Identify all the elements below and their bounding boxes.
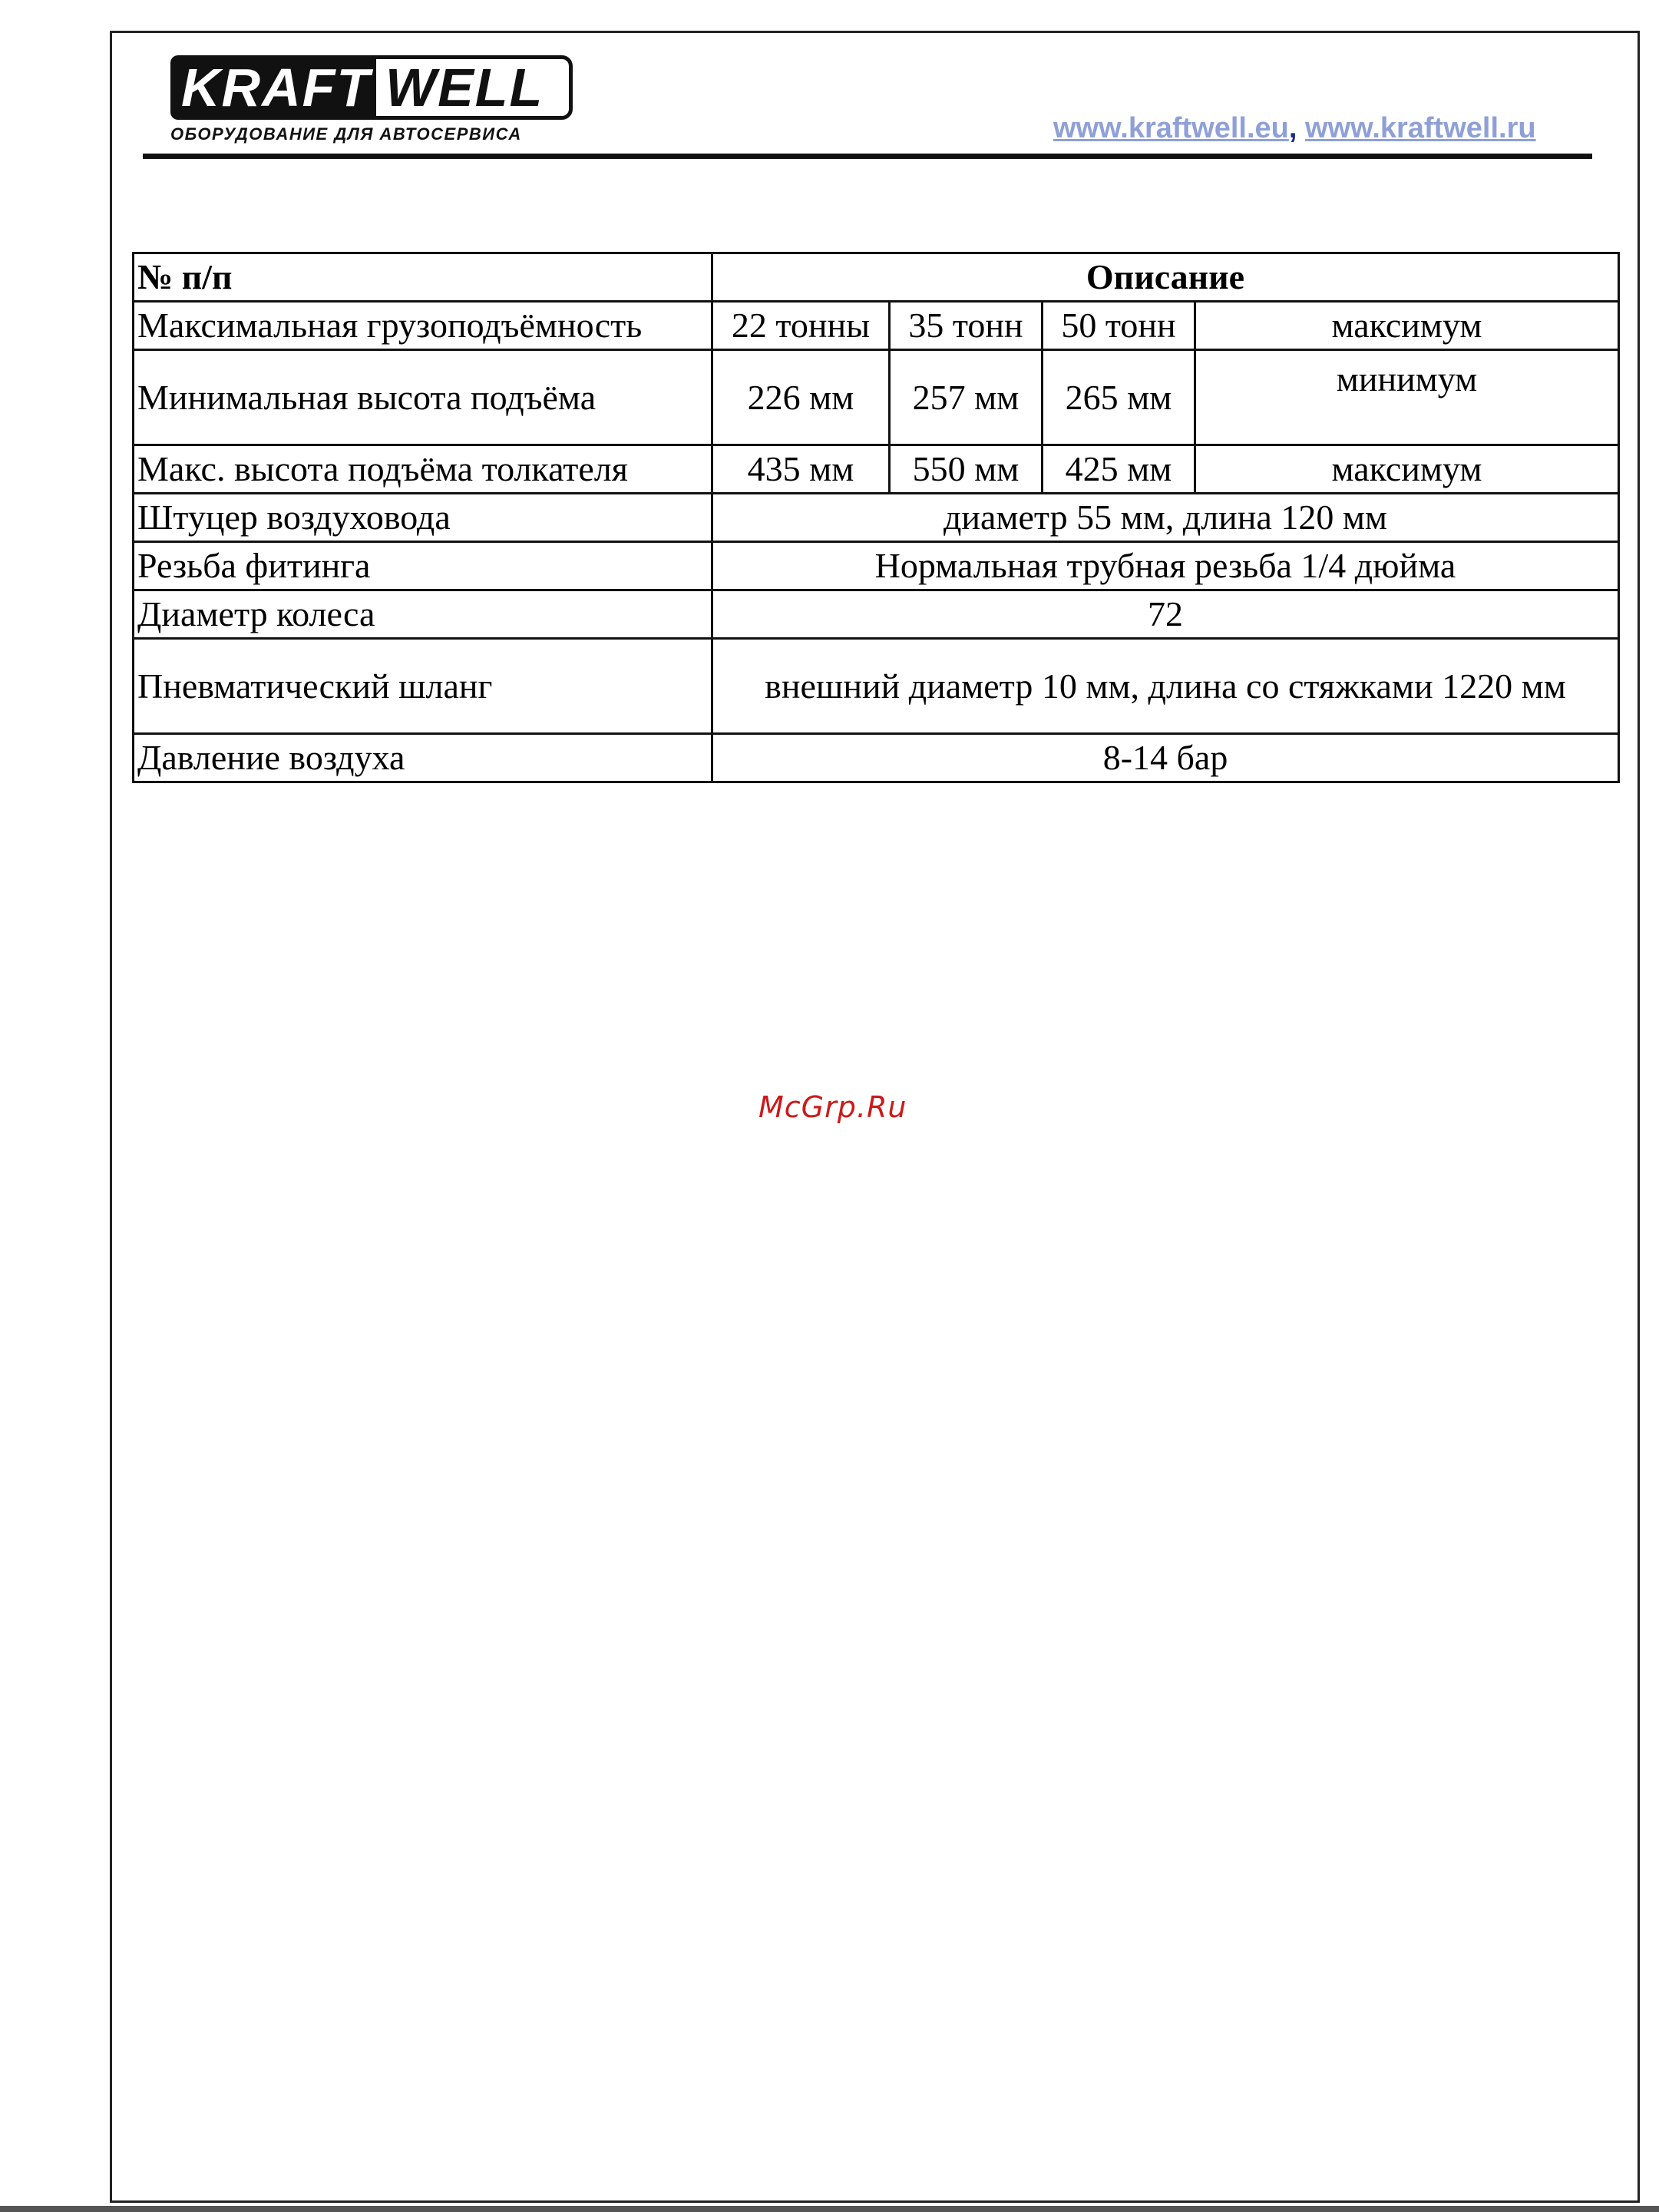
- bottom-strip: [0, 2206, 1659, 2212]
- logo-kraft-block: [170, 55, 376, 120]
- table-row: [134, 445, 1619, 494]
- table-row: [134, 590, 1619, 639]
- row-label: Штуцер воздуховода: [134, 494, 712, 542]
- row-label: Резьба фитинга: [134, 542, 712, 590]
- col-header-desc: Описание: [712, 253, 1619, 302]
- cell-value: 35 тонн: [890, 302, 1043, 350]
- cell-value: Нормальная трубная резьба 1/4 дюйма: [712, 542, 1619, 590]
- watermark: McGrp.Ru: [758, 1090, 907, 1124]
- cell-value: 550 мм: [890, 445, 1043, 494]
- cell-value: 435 мм: [712, 445, 890, 494]
- row-label: Пневматический шланг: [134, 639, 712, 734]
- spec-table: [132, 252, 1620, 783]
- cell-value: 226 мм: [712, 350, 890, 445]
- link-kraftwell-ru[interactable]: www.kraftwell.ru: [1305, 112, 1536, 144]
- table-header-row: [134, 253, 1619, 302]
- table-row: [134, 494, 1619, 542]
- cell-value: максимум: [1195, 445, 1619, 494]
- cell-value: 265 мм: [1043, 350, 1195, 445]
- logo-well-text: WELL: [385, 58, 544, 117]
- logo-well-block: [376, 55, 573, 120]
- row-label: Давление воздуха: [134, 734, 712, 782]
- cell-value: 8-14 бар: [712, 734, 1619, 782]
- table-row: [134, 639, 1619, 734]
- header-links: [1053, 112, 1536, 145]
- cell-value: 72: [712, 590, 1619, 639]
- cell-value: 425 мм: [1043, 445, 1195, 494]
- row-label: Диаметр колеса: [134, 590, 712, 639]
- row-label: Макс. высота подъёма толкателя: [134, 445, 712, 494]
- kraftwell-logo: [170, 55, 577, 147]
- col-header-num: № п/п: [134, 253, 712, 302]
- logo-kraft-text: KRAFT: [181, 58, 372, 117]
- cell-value: минимум: [1195, 350, 1619, 445]
- link-kraftwell-eu[interactable]: www.kraftwell.eu: [1053, 112, 1289, 144]
- link-separator: ,: [1288, 112, 1297, 144]
- table-row: [134, 542, 1619, 590]
- cell-value: 257 мм: [890, 350, 1043, 445]
- table-row: [134, 734, 1619, 782]
- header-rule: [143, 154, 1592, 159]
- cell-value: диаметр 55 мм, длина 120 мм: [712, 494, 1619, 542]
- table-row: [134, 350, 1619, 445]
- cell-value: 50 тонн: [1043, 302, 1195, 350]
- cell-value: 22 тонны: [712, 302, 890, 350]
- table-row: [134, 302, 1619, 350]
- logo-tagline: ОБОРУДОВАНИЕ ДЛЯ АВТОСЕРВИСА: [170, 124, 522, 144]
- cell-value: внешний диаметр 10 мм, длина со стяжками 1220 мм: [712, 639, 1619, 734]
- cell-value: максимум: [1195, 302, 1619, 350]
- row-label: Минимальная высота подъёма: [134, 350, 712, 445]
- row-label: Максимальная грузоподъёмность: [134, 302, 712, 350]
